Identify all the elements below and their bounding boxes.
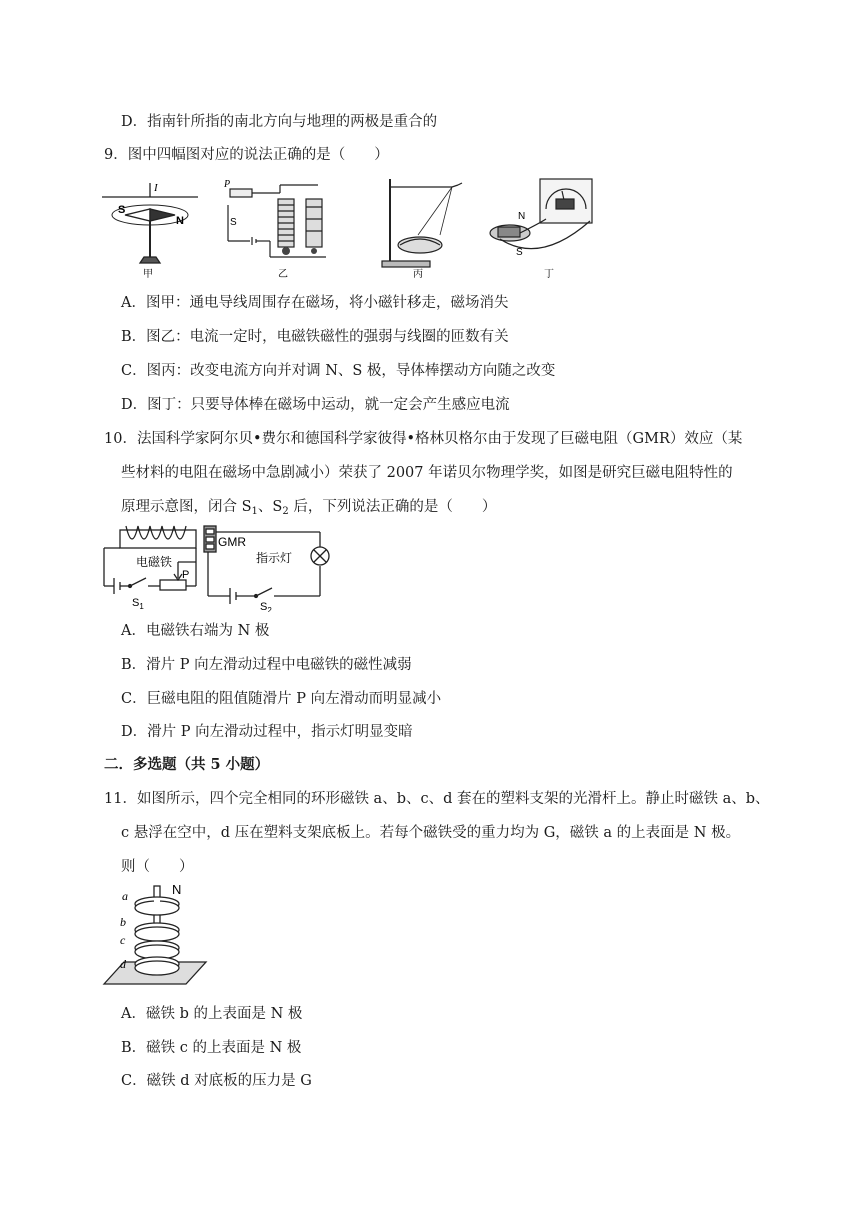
q10-stem-line1: 10．法国科学家阿尔贝•费尔和德国科学家彼得•格林贝格尔由于发现了巨磁电阻（GMR）效应（某 (104, 431, 743, 447)
fig-label-yi: 乙 (278, 269, 288, 280)
figure-bing-stand (382, 179, 462, 267)
jia-s-label: S (118, 204, 126, 216)
q10-figure (100, 522, 340, 612)
q10-stem-line2: 些材料的电阻在磁场中急剧减小）荣获了 2007 年诺贝尔物理学奖，如图是研究巨磁电阻特性的 (121, 465, 733, 481)
north-pole-label: N (172, 882, 182, 897)
q11-option-a: A．磁铁 b 的上表面是 N 极 (121, 1006, 303, 1022)
q10-stem-line3: 原理示意图，闭合 $S_1$、$S_2$ 后，下列说法正确的是（ ） (121, 499, 497, 517)
yi-s-label: S (230, 217, 237, 228)
yi-p-label: P (224, 179, 231, 190)
indicator-lamp-label: 指示灯 (256, 551, 293, 565)
figure-ding-galvanometer (490, 179, 592, 249)
fig-label-ding: 丁 (544, 269, 554, 280)
magnet-d-label: d (120, 957, 126, 971)
ding-n-label: N (518, 211, 526, 222)
q11-stem-line3: 则（ ） (121, 859, 194, 875)
slider-p-label: P (182, 569, 190, 581)
q11-option-b: B．磁铁 c 的上表面是 N 极 (121, 1040, 302, 1056)
switch-s2-label: $S_2$ (260, 601, 272, 612)
q9-figure (100, 175, 595, 281)
section-heading-multiple-choice: 二．多选题（共 5 小题） (104, 756, 270, 773)
jia-n-label: N (176, 215, 184, 227)
jia-current-label: I (154, 182, 158, 194)
magnet-b-label: b (120, 915, 126, 929)
switch-s1-label: $S_1$ (132, 597, 144, 611)
figure-yi-electromagnets (228, 185, 326, 257)
q9-option-c: C．图丙：改变电流方向并对调 N、S 极，导体棒摆动方向随之改变 (121, 363, 556, 379)
q9-stem: 9．图中四幅图对应的说法正确的是（ ） (104, 147, 389, 163)
q10-option-a: A．电磁铁右端为 N 极 (121, 623, 270, 639)
q9-option-a: A．图甲：通电导线周围存在磁场，将小磁针移走，磁场消失 (121, 295, 509, 311)
magnet-c-label: c (120, 933, 126, 947)
q11-stem-line1: 11．如图所示，四个完全相同的环形磁铁 a、b、c、d 套在的塑料支架的光滑杆上。静止时磁铁 a、b、 (104, 791, 770, 807)
q8-option-d: D．指南针所指的南北方向与地理的两极是重合的 (121, 114, 438, 130)
q10-option-b: B．滑片 P 向左滑动过程中电磁铁的磁性减弱 (121, 657, 412, 673)
fig-label-jia: 甲 (143, 269, 153, 280)
q9-option-b: B．图乙：电流一定时，电磁铁磁性的强弱与线圈的匝数有关 (121, 329, 509, 345)
q11-figure (100, 880, 210, 988)
magnet-a-label: a (122, 889, 128, 903)
electromagnet-label: 电磁铁 (136, 555, 173, 569)
q9-option-d: D．图丁：只要导体棒在磁场中运动，就一定会产生感应电流 (121, 397, 510, 413)
q11-option-c: C．磁铁 d 对底板的压力是 G (121, 1073, 312, 1089)
q10-option-c: C．巨磁电阻的阻值随滑片 P 向左滑动而明显减小 (121, 691, 442, 707)
q11-stem-line2: c 悬浮在空中，d 压在塑料支架底板上。若每个磁铁受的重力均为 G，磁铁 a 的上表面是 N 极。 (121, 825, 741, 841)
fig-label-bing: 丙 (413, 269, 423, 280)
gmr-label: GMR (218, 535, 246, 549)
q10-option-d: D．滑片 P 向左滑动过程中，指示灯明显变暗 (121, 724, 413, 740)
ding-s-label: S (516, 247, 523, 258)
